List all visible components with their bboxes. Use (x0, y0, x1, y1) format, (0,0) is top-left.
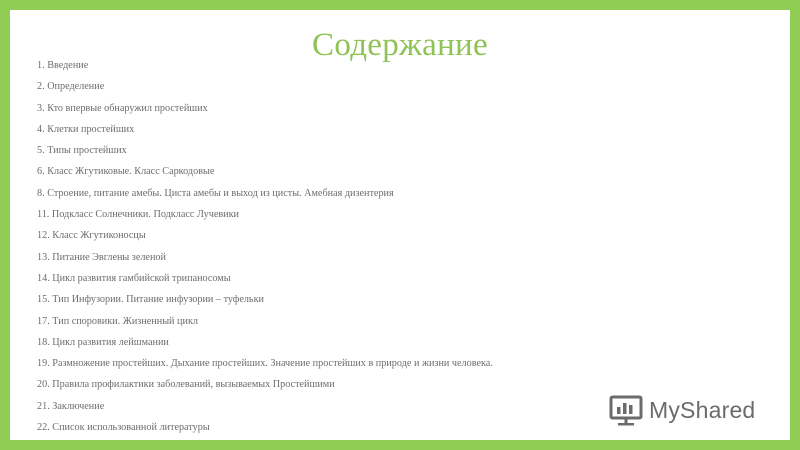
toc-item: 20. Правила профилактики заболеваний, вызываемых Простейшими (37, 379, 335, 391)
slide-title: Содержание (312, 27, 488, 63)
toc-item: 21. Заключение (37, 400, 105, 412)
toc-item: 3. Кто впервые обнаружил простейших (37, 102, 208, 114)
toc-item: 12. Класс Жгутиконосцы (37, 230, 146, 242)
presentation-board-icon (608, 392, 644, 428)
toc-item: 14. Цикл развития гамбийской трипаносомы (37, 272, 231, 284)
toc-item: 2. Определение (37, 81, 105, 93)
toc-item: 19. Размножение простейших. Дыхание простейших. Значение простейших в природе и жизни человека. (37, 358, 493, 370)
toc-item: 15. Тип Инфузории. Питание инфузории – туфельки (37, 294, 264, 306)
toc-item: 4. Клетки простейших (37, 123, 135, 135)
toc-item: 13. Питание Эвглены зеленой (37, 251, 166, 263)
toc-item: 8. Строение, питание амебы. Циста амебы и выход из цисты. Амебная дизентерия (37, 187, 394, 199)
table-of-contents (37, 55, 493, 438)
myshared-logo[interactable] (608, 388, 778, 432)
toc-item: 6. Класс Жгутиковые. Класс Саркодовые (37, 166, 215, 178)
toc-item: 18. Цикл развития лейшмании (37, 336, 169, 348)
watermark-text: MyShared (649, 396, 756, 423)
toc-item: 11. Подкласс Солнечники. Подкласс Лучевики (37, 209, 240, 221)
toc-item: 5. Типы простейших (37, 145, 127, 157)
toc-item: 1. Введение (37, 60, 89, 71)
toc-item: 17. Тип споровики. Жизненный цикл (37, 315, 198, 327)
toc-item: 22. Список использованной литературы (37, 422, 210, 434)
